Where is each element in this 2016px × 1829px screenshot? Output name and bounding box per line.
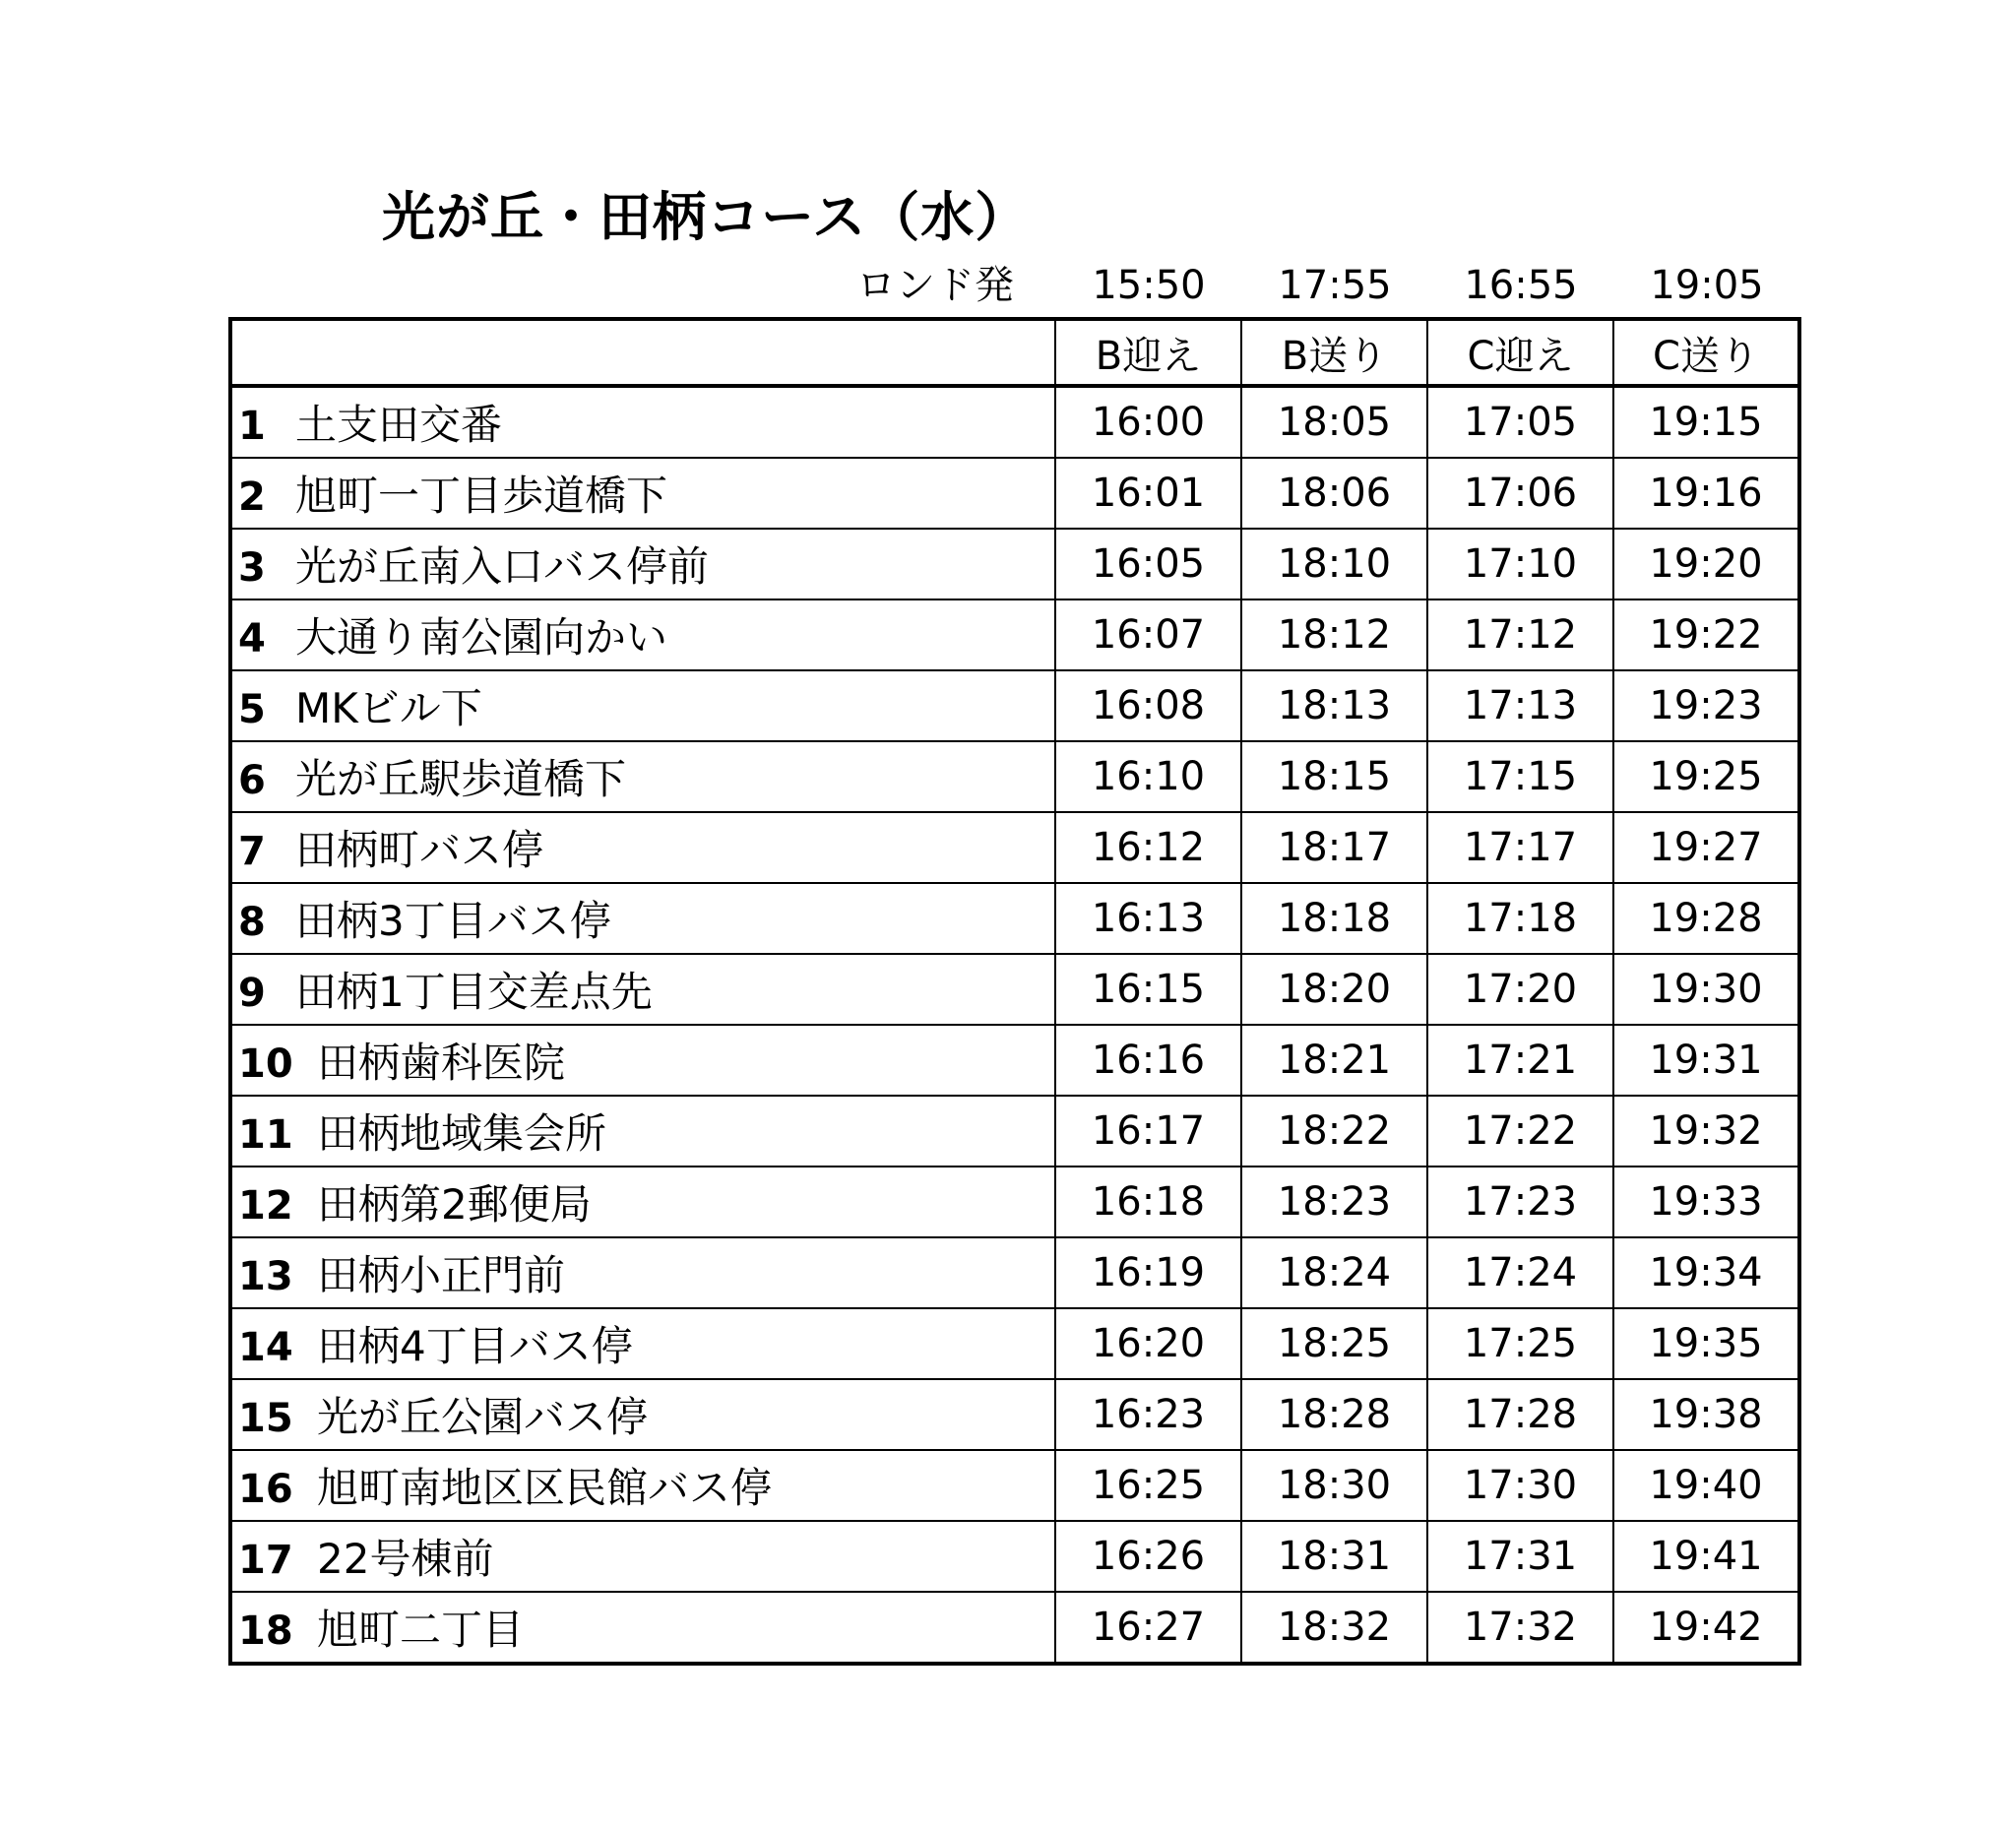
time-cell: 16:13: [1055, 883, 1241, 954]
time-cell: 17:10: [1427, 529, 1613, 599]
time-cell: 19:23: [1613, 670, 1799, 741]
column-header: B送り: [1241, 319, 1427, 386]
time-cell: 18:24: [1241, 1237, 1427, 1308]
time-cell: 19:35: [1613, 1308, 1799, 1379]
time-cell: 17:22: [1427, 1096, 1613, 1167]
time-cell: 19:32: [1613, 1096, 1799, 1167]
stop-name: 田柄3丁目バス停: [295, 897, 611, 945]
stop-name: 旭町南地区区民館バス停: [317, 1464, 773, 1512]
column-header: B迎え: [1055, 319, 1241, 386]
stop-number: 4: [238, 616, 266, 662]
stop-cell: [230, 1450, 1055, 1521]
time-cell: 18:28: [1241, 1379, 1427, 1450]
stop-name: 田柄歯科医院: [317, 1039, 566, 1087]
table-row: [230, 670, 1799, 741]
stop-number: 14: [238, 1325, 293, 1370]
departure-time: 16:55: [1464, 263, 1578, 308]
timetable: [228, 317, 1801, 1666]
time-cell: 18:06: [1241, 458, 1427, 529]
time-cell: 19:22: [1613, 599, 1799, 670]
table-row: [230, 741, 1799, 812]
stop-number: 3: [238, 545, 266, 591]
time-cell: 17:28: [1427, 1379, 1613, 1450]
time-cell: 18:17: [1241, 812, 1427, 883]
time-cell: 17:32: [1427, 1592, 1613, 1664]
stop-cell: [230, 883, 1055, 954]
table-row: [230, 599, 1799, 670]
time-cell: 19:25: [1613, 741, 1799, 812]
time-cell: 19:28: [1613, 883, 1799, 954]
time-cell: 17:23: [1427, 1167, 1613, 1237]
departure-label: ロンド発: [856, 263, 1014, 308]
table-row: [230, 1096, 1799, 1167]
stop-name: 旭町一丁目歩道橋下: [295, 472, 668, 520]
table-row: [230, 386, 1799, 458]
stop-name: 土支田交番: [295, 401, 503, 449]
table-row: [230, 954, 1799, 1025]
stop-name: 旭町二丁目: [317, 1606, 525, 1654]
stop-name: 田柄小正門前: [317, 1251, 566, 1299]
time-cell: 18:25: [1241, 1308, 1427, 1379]
time-cell: 18:20: [1241, 954, 1427, 1025]
table-row: [230, 1025, 1799, 1096]
stop-number: 1: [238, 404, 266, 449]
time-cell: 16:23: [1055, 1379, 1241, 1450]
time-cell: 16:25: [1055, 1450, 1241, 1521]
stop-name: 田柄4丁目バス停: [317, 1322, 633, 1370]
table-row: [230, 1237, 1799, 1308]
time-cell: 18:15: [1241, 741, 1427, 812]
time-cell: 16:26: [1055, 1521, 1241, 1592]
time-cell: 18:12: [1241, 599, 1427, 670]
time-cell: 19:20: [1613, 529, 1799, 599]
time-cell: 16:08: [1055, 670, 1241, 741]
stop-number: 12: [238, 1183, 293, 1229]
stop-number: 10: [238, 1041, 293, 1087]
column-header: C迎え: [1427, 319, 1613, 386]
time-cell: 16:17: [1055, 1096, 1241, 1167]
time-cell: 18:13: [1241, 670, 1427, 741]
time-cell: 16:19: [1055, 1237, 1241, 1308]
stop-number: 11: [238, 1112, 293, 1158]
time-cell: 16:18: [1055, 1167, 1241, 1237]
stop-cell: [230, 954, 1055, 1025]
stop-cell: [230, 812, 1055, 883]
stop-number: 13: [238, 1254, 293, 1299]
stop-name: 光が丘駅歩道橋下: [295, 755, 627, 803]
table-row: [230, 1450, 1799, 1521]
time-cell: 17:15: [1427, 741, 1613, 812]
stop-name: 大通り南公園向かい: [295, 613, 668, 662]
table-row: [230, 1308, 1799, 1379]
time-cell: 16:10: [1055, 741, 1241, 812]
time-cell: 17:06: [1427, 458, 1613, 529]
time-cell: 19:33: [1613, 1167, 1799, 1237]
time-cell: 18:18: [1241, 883, 1427, 954]
time-cell: 17:21: [1427, 1025, 1613, 1096]
stop-cell: [230, 1521, 1055, 1592]
time-cell: 17:25: [1427, 1308, 1613, 1379]
stop-number: 17: [238, 1538, 293, 1583]
stop-cell: [230, 1096, 1055, 1167]
stop-number: 7: [238, 829, 266, 874]
timetable-body: [230, 386, 1799, 1664]
stop-cell: [230, 1237, 1055, 1308]
departure-time: 19:05: [1650, 263, 1764, 308]
time-cell: 16:15: [1055, 954, 1241, 1025]
stop-number: 5: [238, 687, 266, 732]
stop-number: 15: [238, 1396, 293, 1441]
page-title: 光が丘・田柄コース（水）: [382, 186, 1030, 248]
stop-cell: [230, 386, 1055, 458]
stop-name: 田柄地域集会所: [317, 1109, 607, 1158]
time-cell: 19:40: [1613, 1450, 1799, 1521]
time-cell: 18:22: [1241, 1096, 1427, 1167]
table-row: [230, 812, 1799, 883]
time-cell: 19:16: [1613, 458, 1799, 529]
stop-number: 9: [238, 971, 266, 1016]
stop-cell: [230, 1308, 1055, 1379]
stop-cell: [230, 741, 1055, 812]
table-row: [230, 1379, 1799, 1450]
time-cell: 19:15: [1613, 386, 1799, 458]
stop-number: 16: [238, 1467, 293, 1512]
stop-cell: [230, 1379, 1055, 1450]
table-row: [230, 883, 1799, 954]
table-row: [230, 1167, 1799, 1237]
time-cell: 19:34: [1613, 1237, 1799, 1308]
time-cell: 18:23: [1241, 1167, 1427, 1237]
time-cell: 19:41: [1613, 1521, 1799, 1592]
time-cell: 16:05: [1055, 529, 1241, 599]
stop-cell: [230, 599, 1055, 670]
column-header: C送り: [1613, 319, 1799, 386]
stop-number: 2: [238, 474, 266, 520]
stop-number: 18: [238, 1608, 293, 1654]
time-cell: 16:00: [1055, 386, 1241, 458]
stop-name: 田柄1丁目交差点先: [295, 968, 653, 1016]
time-cell: 19:30: [1613, 954, 1799, 1025]
time-cell: 16:27: [1055, 1592, 1241, 1664]
stop-name: 田柄町バス停: [295, 826, 544, 874]
table-row: [230, 458, 1799, 529]
time-cell: 17:31: [1427, 1521, 1613, 1592]
time-cell: 18:31: [1241, 1521, 1427, 1592]
stop-cell: [230, 458, 1055, 529]
departure-time: 17:55: [1278, 263, 1392, 308]
stop-cell: [230, 529, 1055, 599]
table-row: [230, 529, 1799, 599]
header-row: [230, 319, 1799, 386]
time-cell: 16:01: [1055, 458, 1241, 529]
time-cell: 17:12: [1427, 599, 1613, 670]
time-cell: 17:13: [1427, 670, 1613, 741]
time-cell: 18:05: [1241, 386, 1427, 458]
time-cell: 18:32: [1241, 1592, 1427, 1664]
stop-name: 田柄第2郵便局: [317, 1180, 592, 1229]
time-cell: 18:10: [1241, 529, 1427, 599]
stop-cell: [230, 1025, 1055, 1096]
time-cell: 18:30: [1241, 1450, 1427, 1521]
time-cell: 19:27: [1613, 812, 1799, 883]
stop-name: 22号棟前: [317, 1535, 494, 1583]
time-cell: 19:42: [1613, 1592, 1799, 1664]
time-cell: 16:16: [1055, 1025, 1241, 1096]
time-cell: 16:12: [1055, 812, 1241, 883]
table-row: [230, 1592, 1799, 1664]
stop-number: 8: [238, 900, 266, 945]
time-cell: 16:20: [1055, 1308, 1241, 1379]
stop-cell: [230, 1592, 1055, 1664]
header-stop-cell: [230, 319, 1055, 386]
stop-name: 光が丘公園バス停: [317, 1393, 649, 1441]
departure-row: [0, 254, 2016, 317]
time-cell: 17:17: [1427, 812, 1613, 883]
time-cell: 18:21: [1241, 1025, 1427, 1096]
departure-time: 15:50: [1092, 263, 1206, 308]
time-cell: 17:30: [1427, 1450, 1613, 1521]
time-cell: 19:38: [1613, 1379, 1799, 1450]
time-cell: 17:18: [1427, 883, 1613, 954]
stop-name: 光が丘南入口バス停前: [295, 542, 710, 591]
stop-cell: [230, 670, 1055, 741]
stop-number: 6: [238, 758, 266, 803]
time-cell: 17:05: [1427, 386, 1613, 458]
stop-cell: [230, 1167, 1055, 1237]
time-cell: 17:20: [1427, 954, 1613, 1025]
time-cell: 16:07: [1055, 599, 1241, 670]
time-cell: 17:24: [1427, 1237, 1613, 1308]
time-cell: 19:31: [1613, 1025, 1799, 1096]
stop-name: MKビル下: [295, 684, 482, 732]
table-row: [230, 1521, 1799, 1592]
